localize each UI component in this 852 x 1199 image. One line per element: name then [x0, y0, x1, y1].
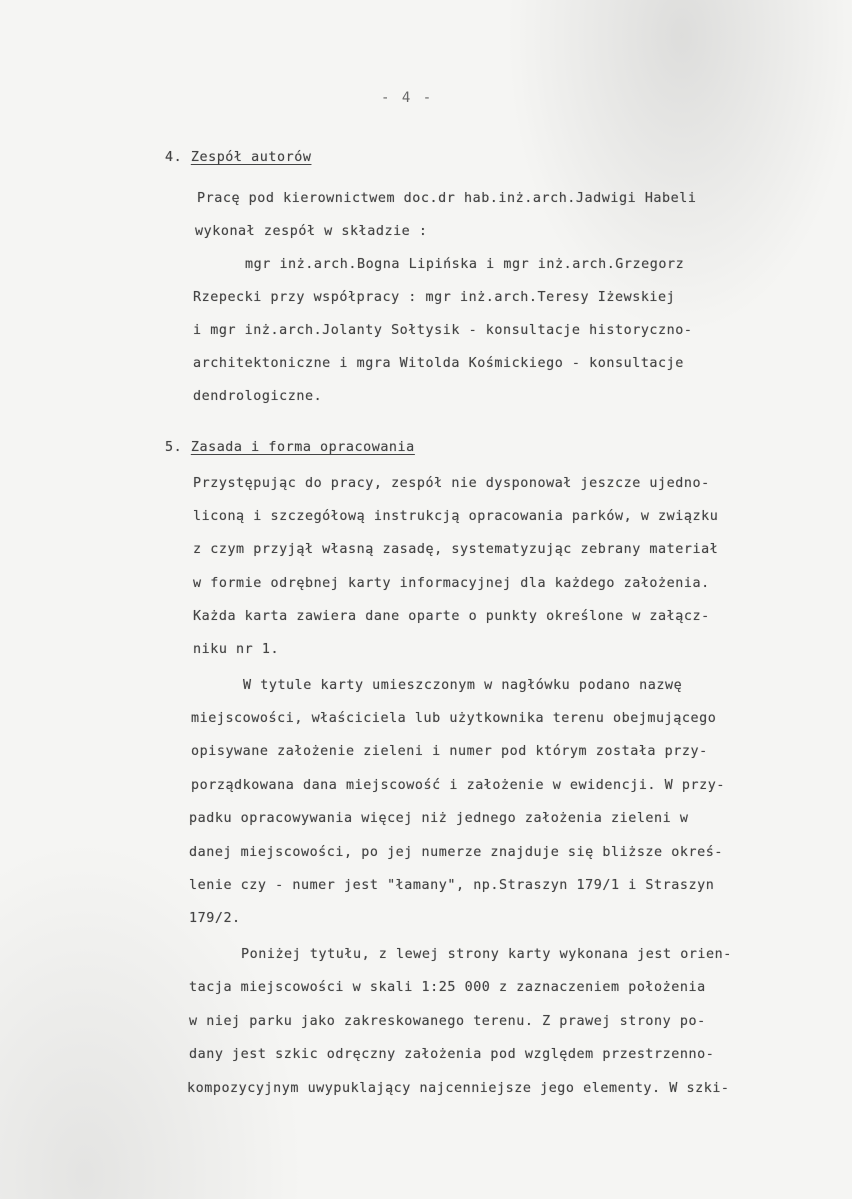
section-4-heading-row — [165, 150, 311, 165]
section-5-line-19: kompozycyjnym uwypuklający najcenniejsze jego elementy. W szki- — [187, 1081, 730, 1096]
section-4-line-7: dendrologiczne. — [193, 389, 323, 404]
section-5-line-14: 179/2. — [189, 911, 241, 926]
section-5-line-4: w formie odrębnej karty informacyjnej dla każdego założenia. — [193, 576, 710, 591]
section-4-number: 4. — [165, 150, 183, 165]
section-4-line-5: i mgr inż.arch.Jolanty Sołtysik - konsultacje historyczno- — [193, 323, 693, 338]
section-5-line-8: miejscowości, właściciela lub użytkownika terenu obejmującego — [191, 711, 717, 726]
section-5-line-6: niku nr 1. — [193, 642, 280, 657]
section-5-heading: Zasada i forma opracowania — [190, 440, 415, 455]
section-5-line-11: padku opracowywania więcej niż jednego założenia zieleni w — [189, 811, 689, 826]
section-5-line-15: Poniżej tytułu, z lewej strony karty wykonana jest orien- — [241, 947, 732, 962]
section-4-line-4: Rzepecki przy współpracy : mgr inż.arch.Teresy Iżewskiej — [193, 290, 676, 305]
section-5-line-17: w niej parku jako zakreskowanego terenu. Z prawej strony po- — [189, 1014, 706, 1029]
section-5-line-7: W tytule karty umieszczonym w nagłówku podano nazwę — [243, 678, 683, 693]
section-5-line-9: opisywane założenie zieleni i numer pod którym została przy- — [191, 744, 708, 759]
section-4-line-3: mgr inż.arch.Bogna Lipińska i mgr inż.arch.Grzegorz — [245, 257, 685, 272]
section-4-heading: Zespół autorów — [190, 150, 312, 165]
section-5-line-10: porządkowana dana miejscowość i założenie w ewidencji. W przy- — [191, 778, 725, 793]
section-5-heading-row — [165, 440, 415, 455]
section-5-line-3: z czym przyjął własną zasadę, systematyzując zebrany materiał — [193, 542, 719, 557]
section-5-line-18: dany jest szkic odręczny założenia pod względem przestrzenno- — [189, 1047, 715, 1062]
section-5-line-1: Przystępując do pracy, zespół nie dysponował jeszcze ujedno- — [193, 476, 710, 491]
section-5-number: 5. — [165, 440, 183, 455]
section-5-line-13: lenie czy - numer jest "łamany", np.Straszyn 179/1 i Straszyn — [189, 878, 715, 893]
page-number: - 4 - — [381, 90, 434, 106]
section-4-line-1: Pracę pod kierownictwem doc.dr hab.inż.arch.Jadwigi Habeli — [197, 191, 697, 206]
section-5-line-16: tacja miejscowości w skali 1:25 000 z zaznaczeniem położenia — [189, 980, 706, 995]
section-5-line-2: liconą i szczegółową instrukcją opracowania parków, w związku — [193, 509, 719, 524]
section-4-line-2: wykonał zespół w składzie : — [195, 224, 428, 239]
section-5-line-5: Każda karta zawiera dane oparte o punkty określone w załącz- — [193, 609, 710, 624]
section-4-line-6: architektoniczne i mgra Witolda Kośmickiego - konsultacje — [193, 356, 684, 371]
section-5-line-12: danej miejscowości, po jej numerze znajduje się bliższe okreś- — [189, 845, 723, 860]
